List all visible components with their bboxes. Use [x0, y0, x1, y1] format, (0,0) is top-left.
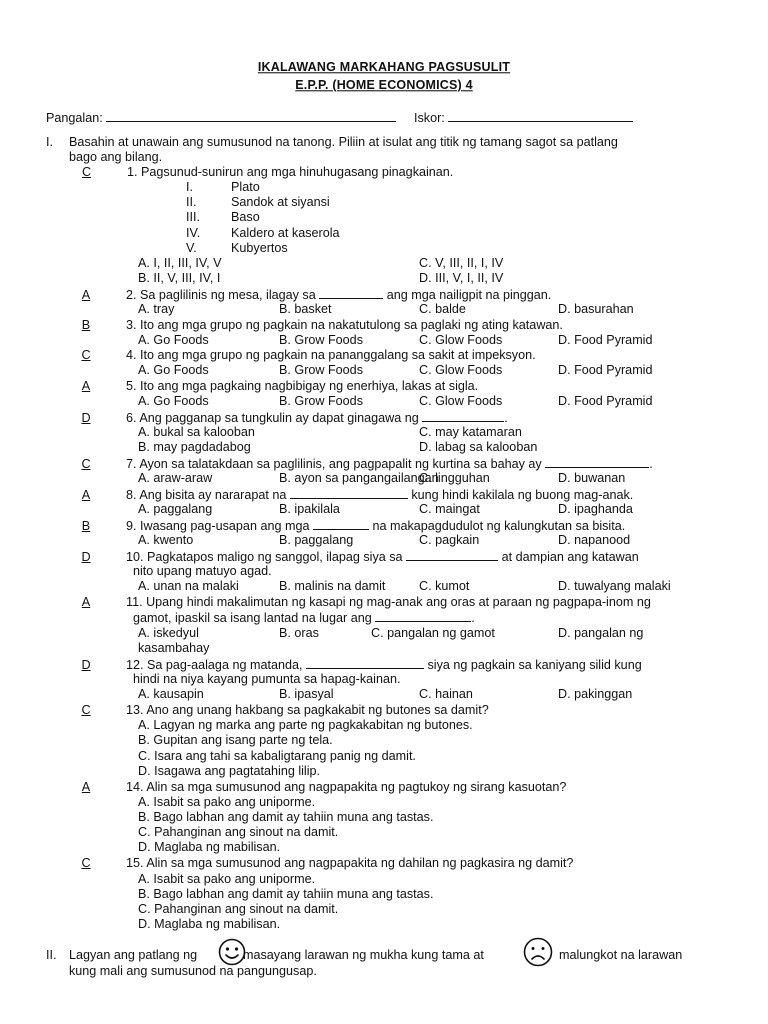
choice[interactable]: D. napanood [558, 533, 631, 547]
question-11-continued: gamot, ipaskil sa isang lantad na lugar ang . [133, 611, 475, 625]
choice[interactable]: D. Isagawa ang pagtatahing lilip. [138, 764, 321, 778]
question-2: A 2. Sa paglilinis ng mesa, ilagay sa ang mga nailigpit na pinggan. [46, 287, 551, 303]
choice[interactable]: B. Grow Foods [279, 363, 363, 377]
q1-item-4-num: IV. [186, 226, 201, 240]
part2-instruction-c: malungkot na larawan [559, 948, 683, 962]
q1-item-2-num: II. [186, 195, 197, 209]
question-12: D 12. Sa pag-aalaga ng matanda, siya ng pagkain sa kaniyang silid kung [46, 657, 642, 673]
choice[interactable]: B. ipakilala [279, 502, 340, 516]
choice[interactable]: A. unan na malaki [138, 579, 239, 593]
score-label: Iskor: [414, 111, 445, 125]
choice[interactable]: B. Gupitan ang isang parte ng tela. [138, 733, 333, 747]
exam-title: IKALAWANG MARKAHANG PAGSUSULIT [257, 59, 511, 75]
answer-blank[interactable]: B [81, 318, 91, 332]
name-blank[interactable] [106, 110, 396, 122]
choice[interactable]: A. Go Foods [138, 333, 209, 347]
choice[interactable]: A. bukal sa kalooban [138, 425, 255, 439]
choice[interactable]: C. may katamaran [419, 425, 522, 439]
answer-blank[interactable]: A [81, 488, 91, 502]
choice[interactable]: C. Glow Foods [419, 394, 503, 408]
answer-blank[interactable]: A [81, 288, 91, 302]
choice[interactable]: D. pakinggan [558, 687, 633, 701]
part2-instruction-a: Lagyan ang patlang ng [69, 948, 198, 962]
q1-item-1-num: I. [186, 180, 193, 194]
question-1: C 1. Pagsunud-sunirun ang mga hinuhugasang pinagkainan. [46, 165, 453, 180]
answer-blank[interactable]: A [81, 595, 91, 609]
choice[interactable]: A. Isabit sa pako ang uniporme. [138, 795, 316, 809]
choice[interactable]: C. lingguhan [419, 471, 490, 485]
choice[interactable]: A. Go Foods [138, 363, 209, 377]
q1-item-3-num: III. [186, 210, 200, 224]
choice[interactable]: D. Food Pyramid [558, 394, 653, 408]
part2-instruction-b: masayang larawan ng mukha kung tama at [243, 948, 484, 962]
choice[interactable]: A. Go Foods [138, 394, 209, 408]
question-7: C 7. Ayon sa talatakdaan sa paglilinis, ang pagpapalit ng kurtina sa bahay ay . [46, 456, 653, 472]
part2-instruction-line2: kung mali ang sumusunod na pangungusap. [69, 964, 317, 978]
question-9: B 9. Iwasang pag-usapan ang mga na makapagdudulot ng kalungkutan sa bisita. [46, 518, 625, 534]
question-10-continued: nito upang matuyo agad. [133, 564, 272, 578]
choice[interactable]: D. Maglaba ng mabilisan. [138, 917, 281, 931]
choice[interactable]: A. paggalang [138, 502, 213, 516]
answer-blank[interactable]: D [81, 411, 91, 425]
choice[interactable]: B. Bago labhan ang damit ay tahiin muna ang tastas. [138, 810, 434, 824]
question-5: A 5. Ito ang mga pagkaing nagbibigay ng enerhiya, lakas at sigla. [46, 379, 478, 394]
choice[interactable]: C. Pahanginan ang sinout na damit. [138, 825, 339, 839]
choice[interactable]: A. kausapin [138, 687, 204, 701]
choice[interactable]: C. Glow Foods [419, 363, 503, 377]
answer-blank[interactable]: C [81, 703, 91, 717]
answer-blank[interactable]: C [81, 457, 91, 471]
choice[interactable]: A. Isabit sa pako ang uniporme. [138, 872, 316, 886]
answer-blank[interactable]: C [81, 856, 91, 870]
q1-item-4: Kaldero at kaserola [231, 226, 340, 240]
choice[interactable]: B. Grow Foods [279, 394, 363, 408]
answer-blank[interactable]: C [81, 165, 92, 179]
choice-continued: kasambahay [138, 641, 210, 655]
choice[interactable]: C. balde [419, 302, 466, 316]
question-11: A 11. Upang hindi makalimutan ng kasapi ng mag-anak ang oras at paraan ng pagpapa-inom ng [46, 595, 651, 610]
sad-face-icon [522, 937, 554, 967]
choice[interactable]: C. V, III, II, I, IV [419, 256, 504, 270]
choice[interactable]: B. ipasyal [279, 687, 334, 701]
answer-blank[interactable]: A [81, 780, 91, 794]
part2-numeral: II. [46, 948, 57, 962]
answer-blank[interactable]: D [81, 550, 91, 564]
choice[interactable]: D. III, V, I, II, IV [419, 271, 504, 285]
question-13: C 13. Ano ang unang hakbang sa pagkakabit ng butones sa damit? [46, 703, 489, 718]
choice[interactable]: A. tray [138, 302, 175, 316]
choice[interactable]: B. ayon sa pangangailangan [279, 471, 439, 485]
choice[interactable]: B. oras [279, 626, 319, 640]
question-6: D 6. Ang pagganap sa tungkulin ay dapat ginagawa ng . [46, 410, 508, 426]
part1-instruction-line1: Basahin at unawain ang sumusunod na tanong. Piliin at isulat ang titik ng tamang sagot sa patlang [69, 135, 618, 149]
choice[interactable]: D. Food Pyramid [558, 363, 653, 377]
q1-item-3: Baso [231, 210, 260, 224]
question-12-continued: hindi na niya kayang pumunta sa hapag-kainan. [133, 672, 401, 686]
choice[interactable]: D. pangalan ng [558, 626, 644, 640]
choice[interactable]: D. labag sa kalooban [419, 440, 538, 454]
choice[interactable]: B. Bago labhan ang damit ay tahiin muna ang tastas. [138, 887, 434, 901]
choice[interactable]: B. II, V, III, IV, I [138, 271, 221, 285]
choice[interactable]: B. Grow Foods [279, 333, 363, 347]
choice[interactable]: A. Lagyan ng marka ang parte ng pagkakabitan ng butones. [138, 718, 473, 732]
choice[interactable]: C. Isara ang tahi sa kabaligtarang panig ng damit. [138, 749, 416, 763]
choice[interactable]: A. kwento [138, 533, 194, 547]
choice[interactable]: D. Food Pyramid [558, 333, 653, 347]
score-blank[interactable] [448, 110, 633, 122]
name-label: Pangalan: [46, 111, 103, 125]
choice[interactable]: B. paggalang [279, 533, 354, 547]
choice[interactable]: B. basket [279, 302, 332, 316]
choice[interactable]: B. may pagdadabog [138, 440, 251, 454]
exam-subtitle: E.P.P. (HOME ECONOMICS) 4 [295, 77, 473, 93]
choice[interactable]: C. Glow Foods [419, 333, 503, 347]
part1-numeral: I. [46, 135, 53, 149]
question-8: A 8. Ang bisita ay nararapat na kung hindi kakilala ng buong mag-anak. [46, 487, 633, 503]
choice[interactable]: C. hainan [419, 687, 473, 701]
answer-blank[interactable]: B [81, 519, 91, 533]
choice[interactable]: D. buwanan [558, 471, 626, 485]
choice[interactable]: A. araw-araw [138, 471, 213, 485]
answer-blank[interactable]: A [81, 379, 91, 393]
choice[interactable]: D. basurahan [558, 302, 634, 316]
question-15: C 15. Alin sa mga sumusunod ang nagpapakita ng dahilan ng pagkasira ng damit? [46, 856, 573, 871]
happy-face-icon [218, 938, 246, 966]
q1-item-2: Sandok at siyansi [231, 195, 330, 209]
choice[interactable]: A. iskedyul [138, 626, 199, 640]
score-field[interactable] [414, 110, 633, 126]
choice[interactable]: D. Maglaba ng mabilisan. [138, 840, 281, 854]
q1-item-1: Plato [231, 180, 260, 194]
part1-instruction-line2: bago ang bilang. [69, 150, 163, 164]
choice[interactable]: D. tuwalyang malaki [558, 579, 671, 593]
choice[interactable]: B. malinis na damit [279, 579, 386, 593]
choice[interactable]: D. ipaghanda [558, 502, 633, 516]
choice[interactable]: C. kumot [419, 579, 470, 593]
answer-blank[interactable]: C [81, 348, 91, 362]
choice[interactable]: C. pangalan ng gamot [371, 626, 495, 640]
name-field[interactable] [46, 110, 396, 126]
choice[interactable]: A. I, II, III, IV, V [138, 256, 222, 270]
q1-item-5-num: V. [186, 241, 197, 255]
choice[interactable]: C. pagkain [419, 533, 480, 547]
question-14: A 14. Alin sa mga sumusunod ang nagpapakita ng pagtukoy ng sirang kasuotan? [46, 780, 566, 795]
q1-item-5: Kubyertos [231, 241, 288, 255]
choice[interactable]: C. Pahanginan ang sinout na damit. [138, 902, 339, 916]
question-4: C 4. Ito ang mga grupo ng pagkain na pananggalang sa sakit at impeksyon. [46, 348, 536, 363]
question-3: B 3. Ito ang mga grupo ng pagkain na nakatutulong sa paglaki ng ating katawan. [46, 318, 563, 333]
choice[interactable]: C. maingat [419, 502, 480, 516]
question-10: D 10. Pagkatapos maligo ng sanggol, ilapag siya sa at dampian ang katawan [46, 549, 639, 565]
answer-blank[interactable]: D [81, 658, 91, 672]
